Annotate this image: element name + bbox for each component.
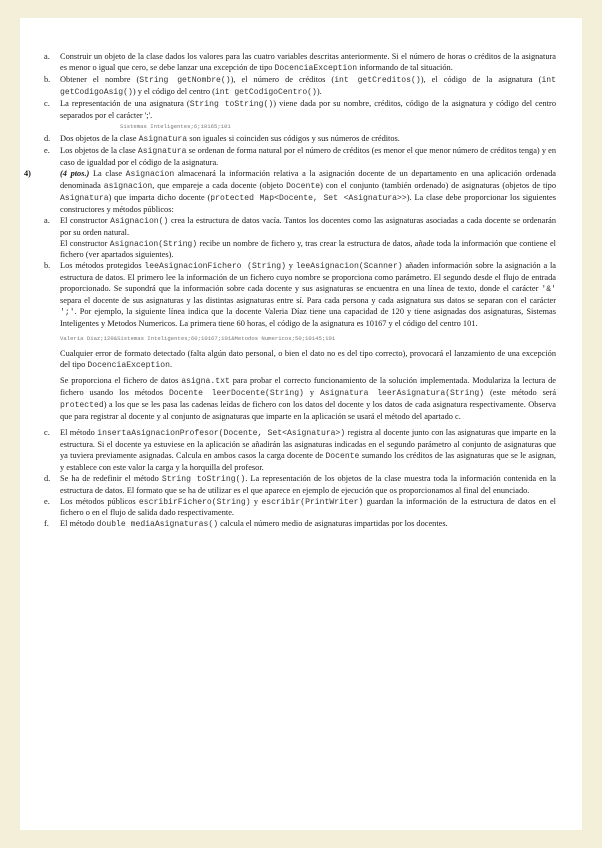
question-number: 4) xyxy=(24,169,31,179)
example-line: Sistemas Inteligentes;6;10165;101 xyxy=(120,123,231,131)
code-text: DocenciaException xyxy=(274,63,358,73)
points-label: (4 ptos.) xyxy=(60,169,90,179)
list-item-d-equals: d. Dos objetos de la clase Asignatura son iguales si coinciden sus códigos y sus números de créditos. xyxy=(44,134,400,145)
item-marker: d. xyxy=(44,134,51,144)
item-marker: b. xyxy=(44,261,51,271)
item-marker: a. xyxy=(44,52,50,61)
paragraph: Se proporciona el fichero de datos asigna.txt para probar el correcto funcionamiento de la solución implementada. Modularizа la lectura de fichero usando los métodos Docente leerDocente(String) y Asignatura leerAsignatura(String) (este método será protected) a los que se les pasa las cadenas leídas de fichero con los datos del docente y los datos de cada asignatura respectivamente. Observa que para registrar al docente y al conjunto de asignaturas que imparte en la aplicación se usará el método del apartado c. xyxy=(60,376,557,422)
item-marker: c. xyxy=(44,98,50,108)
item-marker: f. xyxy=(44,519,49,529)
question-4: 4) (4 ptos.) La clase Asignacion almacenará la información relativa a la asignación docente de un departamento en una aplicación ordenada denominada asignacion, que empareje a cada docente (objeto Docente) con el conjunto (también ordenado) de asignaturas (objetos de tipo Asignatura) que imparta dicho docente (protected Map<Docente, Set <Asignatura>>). La clase debe proporcionar los siguientes constructores y métodos públicos: xyxy=(24,169,557,214)
list-item-c-tostring: c. La representación de una asignatura (String toString()) viene dada por su nombre, créditos, código de la asignatura y código del centro separados por el carácter ';'. Sistemas Inteligentes;6;10165;101 xyxy=(44,99,556,134)
item-marker: b. xyxy=(44,74,51,84)
list-item-b-getters: b. Obtener el nombre (String getNombre()), el número de créditos (int getCreditos()), el código de la asignatura (int getCodigoAsig()) y el código del centro (int getCodigoCentro()). xyxy=(44,74,557,97)
list-item-b-read-methods: b. Los métodos protegidos leeAsignacionFichero (String) y leeAsignacion(Scanner) añaden información sobre la asignación a la estructura de datos. El primero lee la información de un fichero cuyo nombre se proporciona como parámetro. El segundo desde el flujo de entrada proporcionado. Se supondrá que la información sobre cada docente y sus asignaturas se encuentra en una línea de texto, donde el carácter '&' separa el docente de sus asignaturas y las distintas asignaturas entre sí. Para cada persona y cada asignatura sus datos se separan con el carácter ';'. Por ejemplo, la siguiente línea indica que la docente Valeria Díaz tiene una capacidad de 120 y tiene asignadas dos asignaturas, Sistemas Inteligentes y Metodos Numericos. La primera tiene 60 horas, el código de la asignatura es 10167 y el código del centro 101. Valeria Diaz;120&Sistemas Inteligentes;60;10167;101&Metodos Numericos;50;10145;101 Cualquier error de formato detectado (falta algún dato personal, o bien el dato no es del tipo correcto), provocará el lanzamiento de una excepción del tipo DocenciaException. Se proporciona el fichero de datos asigna.txt para probar el correcto funcionamiento de la solución implementada. Modularizа la lectura de fichero usando los métodos Docente leerDocente(String) y Asignatura leerAsignatura(String) (este método será protected) a los que se les pasa las cadenas leídas de fichero con los datos del docente y los datos de cada asignatura respectivamente. Observa que para registrar al docente y al conjunto de asignaturas que imparte en la aplicación se usará el método del apartado c. xyxy=(44,261,557,422)
paragraph: El constructor Asignacion(String) recibe un nombre de fichero y, tras crear la estructura de datos, añade toda la información que contiene el fichero (ver apartados siguientes). xyxy=(60,238,556,260)
item-marker: d. xyxy=(44,473,51,483)
list-item-f-average: f. El método double mediaAsignaturas() calcula el número medio de asignaturas impartidas por los docentes. xyxy=(44,519,448,530)
item-marker: e. xyxy=(44,146,50,156)
item-marker: c. xyxy=(44,428,50,438)
list-item-d-tostring: d. Se ha de redefinir el método String toString(). La representación de los objetos de la clase muestra toda la información contenida en la estructura de datos. El formato que se ha de utilizar es el que aparece en ejemplo de ejecución que os proporcionamos al final del enunciado. xyxy=(44,473,556,495)
list-item-e-write: e. Los métodos públicos escribirFichero(String) y escribir(PrintWriter) guardan la información de la estructura de datos en el fichero o en el flujo de salida dado respectivamente. xyxy=(44,496,556,518)
item-marker: a. xyxy=(44,215,50,225)
document-page xyxy=(20,18,582,830)
list-item-e-ordering: e. Los objetos de la clase Asignatura se ordenan de forma natural por el número de créditos (es menor el que menor número de créditos tenga) y en caso de igualdad por el código de la asignatura. xyxy=(44,146,557,168)
item-marker: e. xyxy=(44,496,50,506)
list-item-a-constructors: a. El constructor Asignacion() crea la estructura de datos vacía. Tantos los docentes como las asignaturas asociadas a cada docente se ordenarán por su orden natural. El constructor Asignacion(String) recibe un nombre de fichero y, tras crear la estructura de datos, añade toda la información que contiene el fichero (ver apartados siguientes). xyxy=(44,215,556,260)
list-item-c-insert: c. El método insertaAsignacionProfesor(Docente, Set<Asignatura>) registra al docente junto con las asignaturas que imparte en la estructura. Si el docente ya estuviese en la aplicación se añadirán las asignaturas indicadas en el segundo parámetro al conjunto de asignaturas que ya tuviera previamente asignadas. Calcula en ambos casos la carga docente de Docente sumando los créditos de las asignaturas que se le asignan, y establece con este valor la carga y la horquilla del profesor. xyxy=(44,428,557,472)
example-line: Valeria Diaz;120&Sistemas Inteligentes;60;10167;101&Metodos Numericos;50;10145;101 xyxy=(60,334,336,342)
document-body xyxy=(24,52,557,531)
paragraph: Cualquier error de formato detectado (falta algún dato personal, o bien el dato no es del tipo correcto), provocará el lanzamiento de una excepción del tipo DocenciaException. xyxy=(60,348,556,370)
list-item-a-constructor: a. Construir un objeto de la clase dados los valores para las cuatro variables descritas anteriormente. Si el número de horas o créditos de la asignatura es menor o igual que cero, se debe lanzar una excepción de tipo DocenciaException informando de tal situación. xyxy=(44,52,556,73)
